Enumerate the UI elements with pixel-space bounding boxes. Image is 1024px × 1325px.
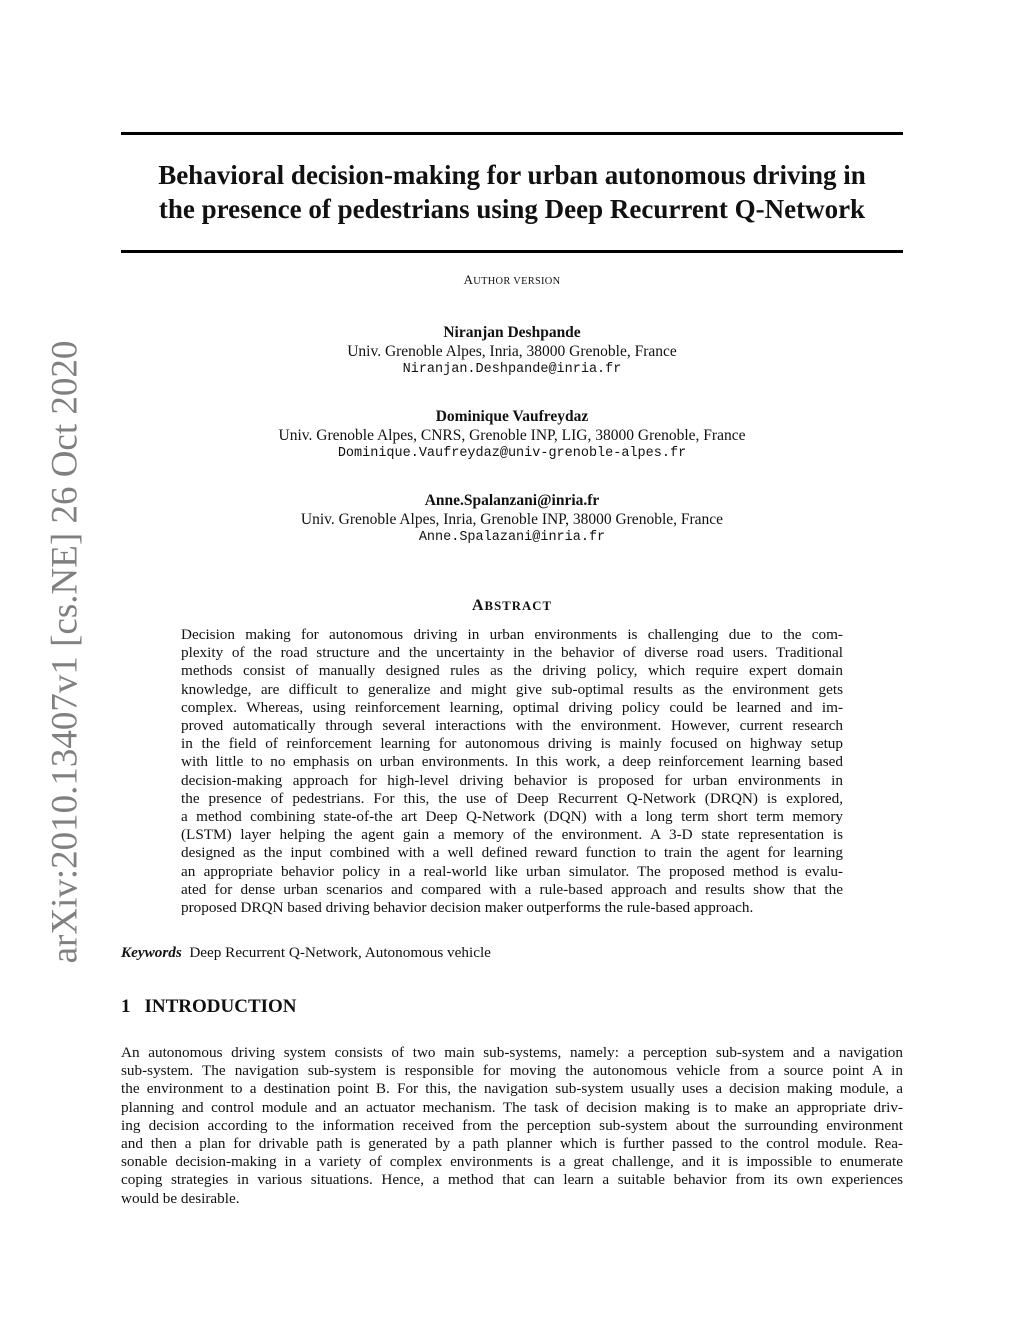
abstract-line: decision-making approach for high-level driving behavior is proposed for urban environments in xyxy=(181,771,843,789)
abstract-line: proposed DRQN based driving behavior decision maker outperforms the rule-based approach. xyxy=(181,899,754,917)
abstract-line: proved automatically through several interactions with the environment. However, current research xyxy=(181,717,843,735)
arxiv-stamp: arXiv:2010.13407v1 [cs.NE] 26 Oct 2020 xyxy=(44,340,86,964)
intro-line: An autonomous driving system consists of two main sub-systems, namely: a perception sub-system and a navigation xyxy=(121,1044,903,1061)
abstract-heading xyxy=(0,597,1024,615)
abstract-line: Decision making for autonomous driving in urban environments is challenging due to the com- xyxy=(181,626,843,643)
section-number: 1 xyxy=(121,996,131,1017)
version-label-rest: UTHOR xyxy=(473,276,514,287)
abstract-line: methods consist of manually designed rules as the driving policy, which require expert domain xyxy=(181,662,843,680)
intro-line: the environment to a destination point B. For this, the navigation sub-system usually uses a decision making module, a xyxy=(121,1080,903,1098)
section-title: INTRODUCTION xyxy=(144,996,297,1017)
author-email[interactable]: Dominique.Vaufreydaz@univ-grenoble-alpes.fr xyxy=(337,446,687,461)
section-heading xyxy=(121,996,297,1018)
abstract-line: complex. Whereas, using reinforcement learning, optimal driving policy could be learned and im- xyxy=(181,698,843,716)
abstract-line: an appropriate behavior policy in a real-world like urban simulator. The proposed method is evalu- xyxy=(181,862,843,880)
author-email[interactable]: Anne.Spalazani@inria.fr xyxy=(418,530,606,545)
paper-title xyxy=(121,158,903,226)
author-email[interactable]: Niranjan.Deshpande@inria.fr xyxy=(402,362,622,377)
intro-line: coping strategies in various situations. Hence, a method that can learn a suitable behavior from its own experiences xyxy=(121,1171,903,1189)
title-line: the presence of pedestrians using Deep Recurrent Q-Network xyxy=(158,194,866,224)
author-block xyxy=(121,324,903,380)
keywords-text: Deep Recurrent Q-Network, Autonomous vehicle xyxy=(189,944,491,961)
abstract-line: designed as the input combined with a well defined reward function to train the agent for learning xyxy=(181,844,843,862)
abstract-line: a method combining state-of-the art Deep Q-Network (DQN) with a long term short term memory xyxy=(181,808,843,826)
abstract-line: in the field of reinforcement learning for autonomous driving is mainly focused on highway setup xyxy=(181,735,843,753)
title-rule-top xyxy=(121,132,903,135)
title-line: Behavioral decision-making for urban autonomous driving in xyxy=(158,160,866,190)
intro-line: sonable decision-making in a variety of complex environments is a great challenge, and it is impossible to enumerate xyxy=(121,1153,903,1171)
abstract-line: knowledge, are difficult to generalize and might give sub-optimal results as the environment gets xyxy=(181,680,843,698)
author-name: Dominique Vaufreydaz xyxy=(435,408,589,425)
version-label-cap: A xyxy=(463,272,474,287)
abstract-body xyxy=(181,626,843,917)
author-block xyxy=(121,408,903,464)
author-block xyxy=(121,492,903,548)
intro-line: ing decision according to the information received from the perception sub-system about the surrounding environment xyxy=(121,1116,903,1134)
abstract-line: the presence of pedestrians. For this, the use of Deep Recurrent Q-Network (DRQN) is explored, xyxy=(181,789,843,807)
author-affiliation: Univ. Grenoble Alpes, Inria, Grenoble INP, 38000 Grenoble, France xyxy=(300,510,724,528)
abstract-heading-cap: A xyxy=(471,597,485,614)
version-label-rest: VERSION xyxy=(513,276,561,287)
abstract-line: (LSTM) layer helping the agent gain a memory of the environment. A 3-D state representation is xyxy=(181,826,843,844)
keywords-label: Keywords xyxy=(121,944,182,961)
intro-line: and then a plan for drivable path is generated by a path planner which is further passed to the control module. Rea- xyxy=(121,1135,903,1153)
author-name: Niranjan Deshpande xyxy=(443,324,581,341)
author-affiliation: Univ. Grenoble Alpes, CNRS, Grenoble INP, LIG, 38000 Grenoble, France xyxy=(278,426,746,444)
introduction-body xyxy=(121,1044,903,1208)
title-rule-bottom xyxy=(121,250,903,253)
author-name: Anne.Spalanzani@inria.fr xyxy=(424,492,600,509)
intro-line: sub-system. The navigation sub-system is responsible for moving the autonomous vehicle from a source point A in xyxy=(121,1062,903,1080)
version-label xyxy=(0,272,1024,288)
keywords xyxy=(121,944,491,962)
abstract-line: ated for dense urban scenarios and compared with a rule-based approach and results show that the xyxy=(181,880,843,898)
intro-line: planning and control module and an actuator mechanism. The task of decision making is to make an appropriate driv- xyxy=(121,1098,903,1116)
abstract-line: plexity of the road structure and the uncertainty in the behavior of diverse road users. Traditional xyxy=(181,644,843,662)
abstract-line: with little to no emphasis on urban environments. In this work, a deep reinforcement learning based xyxy=(181,753,843,771)
abstract-heading-rest: BSTRACT xyxy=(484,599,552,613)
author-affiliation: Univ. Grenoble Alpes, Inria, 38000 Grenoble, France xyxy=(347,342,677,360)
intro-line: would be desirable. xyxy=(121,1189,240,1207)
